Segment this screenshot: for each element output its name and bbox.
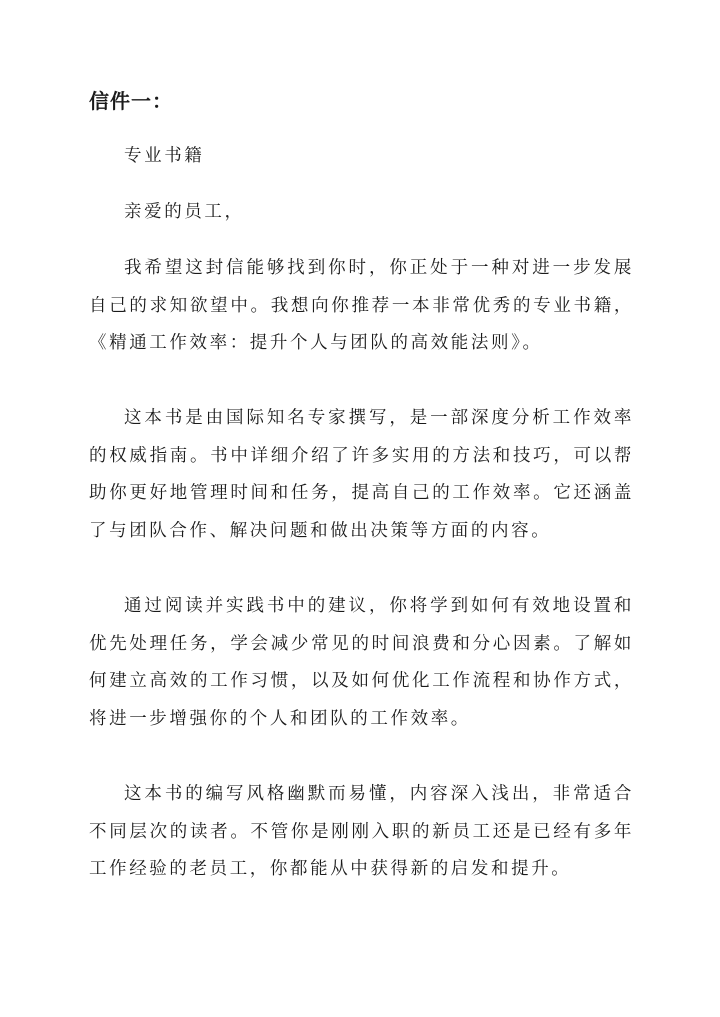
letter-subject: 专业书籍 (124, 146, 205, 166)
paragraph: 通过阅读并实践书中的建议，你将学到如何有效地设置和优先处理任务，学会减少常见的时间浪费和分心因素。了解如何建立高效的工作习惯，以及如何优化工作流程和协作方式，将进一步增强你的个人和团队的工作效率。 (89, 596, 634, 729)
letter-heading: 信件一： (89, 89, 173, 113)
paragraph: 这本书是由国际知名专家撰写，是一部深度分析工作效率的权威指南。书中详细介绍了许多实用的方法和技巧，可以帮助你更好地管理时间和任务，提高自己的工作效率。它还涵盖了与团队合作、解决问题和做出决策等方面的内容。 (89, 408, 634, 541)
paragraph: 我希望这封信能够找到你时，你正处于一种对进一步发展自己的求知欲望中。我想向你推荐一本非常优秀的专业书籍，《精通工作效率：提升个人与团队的高效能法则》。 (89, 258, 634, 354)
letter-greeting: 亲爱的员工， (124, 202, 245, 222)
paragraph: 这本书的编写风格幽默而易懂，内容深入浅出，非常适合不同层次的读者。不管你是刚刚入职的新员工还是已经有多年工作经验的老员工，你都能从中获得新的启发和提升。 (89, 784, 634, 880)
